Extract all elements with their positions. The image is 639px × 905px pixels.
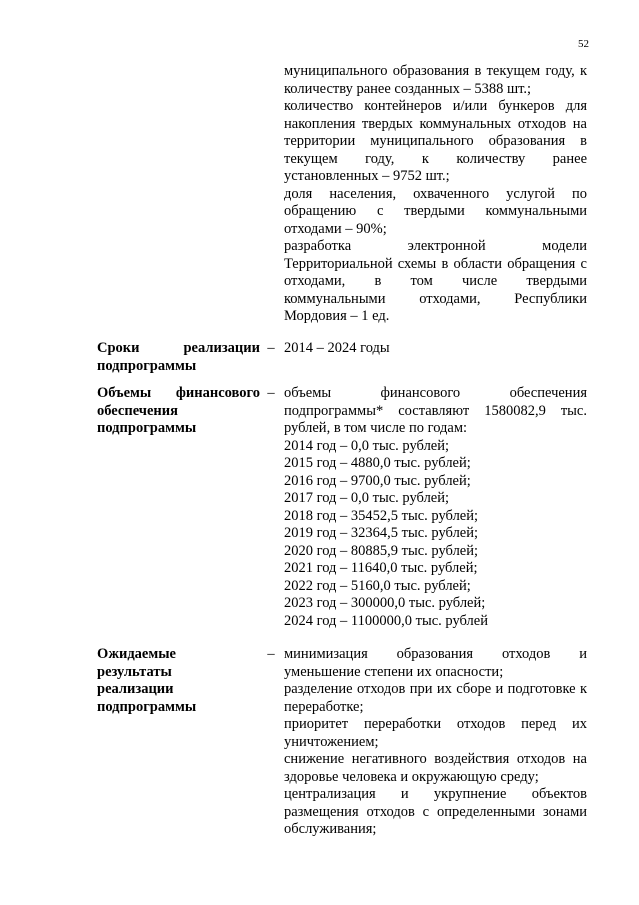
row-value	[284, 385, 587, 630]
continuation-text	[284, 63, 587, 326]
funding-year: 2016 год – 9700,0 тыс. рублей;	[284, 472, 471, 489]
row-label-line: Сроки реализации	[97, 340, 260, 356]
result-item: централизация и укрупнение объектов размещения отходов с определенными зонами обслуживания;	[284, 786, 587, 837]
continuation-paragraph: доля населения, охваченного услугой по обращению с твердыми коммунальными отходами – 90%;	[284, 185, 587, 237]
row-label	[97, 385, 260, 438]
result-item: снижение негативного воздействия отходов на здоровье человека и окружающую среду;	[284, 751, 587, 785]
result-item: разделение отходов при их сборе и подготовке к переработке;	[284, 681, 587, 715]
row-dash: –	[267, 385, 275, 401]
row-dash: –	[267, 646, 275, 662]
funding-year: 2015 год – 4880,0 тыс. рублей;	[284, 455, 471, 471]
funding-year: 2018 год – 35452,5 тыс. рублей;	[284, 507, 479, 524]
funding-intro: объемы финансового обеспечения подпрограммы* составляют 1580082,9 тыс. рублей, в том числе по годам:	[284, 385, 587, 436]
row-label-line: результаты	[97, 663, 172, 680]
funding-year: 2017 год – 0,0 тыс. рублей;	[284, 490, 450, 506]
funding-year: 2023 год – 300000,0 тыс. рублей;	[284, 595, 486, 611]
funding-year: 2014 год – 0,0 тыс. рублей;	[284, 437, 450, 454]
funding-year: 2020 год – 80885,9 тыс. рублей;	[284, 542, 479, 559]
row-label-line: Ожидаемые	[97, 646, 176, 662]
row-label-line: реализации	[97, 681, 174, 697]
row-label	[97, 646, 260, 716]
row-label-line: подпрограммы	[97, 420, 197, 436]
row-dash: –	[267, 340, 275, 356]
row-label-line: подпрограммы	[97, 698, 197, 715]
funding-year: 2022 год – 5160,0 тыс. рублей;	[284, 577, 471, 594]
row-value	[284, 646, 587, 839]
result-item: минимизация образования отходов и уменьшение степени их опасности;	[284, 646, 587, 680]
timing-value: 2014 – 2024 годы	[284, 340, 390, 356]
continuation-paragraph: количество контейнеров и/или бункеров для накопления твердых коммунальных отходов на территории муниципального образования в текущем году, к количеству ранее установленных – 9752 шт.;	[284, 98, 587, 184]
row-label-line: Объемы финансового	[97, 385, 260, 401]
funding-year: 2021 год – 11640,0 тыс. рублей;	[284, 560, 478, 576]
result-item: приоритет переработки отходов перед их уничтожением;	[284, 716, 587, 750]
row-label-line: подпрограммы	[97, 357, 197, 374]
row-value	[284, 340, 587, 358]
funding-year: 2024 год – 1100000,0 тыс. рублей	[284, 612, 488, 629]
funding-year: 2019 год – 32364,5 тыс. рублей;	[284, 525, 479, 541]
page-number: 52	[578, 38, 589, 50]
continuation-paragraph: муниципального образования в текущем году, к количеству ранее созданных – 5388 шт.;	[284, 63, 587, 97]
continuation-paragraph: разработка электронной модели Территориальной схемы в области обращения с отходами, в том числе твердыми коммунальными отходами, Республики Мордовия – 1 ед.	[284, 238, 587, 324]
row-label	[97, 340, 260, 375]
row-label-line: обеспечения	[97, 402, 178, 419]
